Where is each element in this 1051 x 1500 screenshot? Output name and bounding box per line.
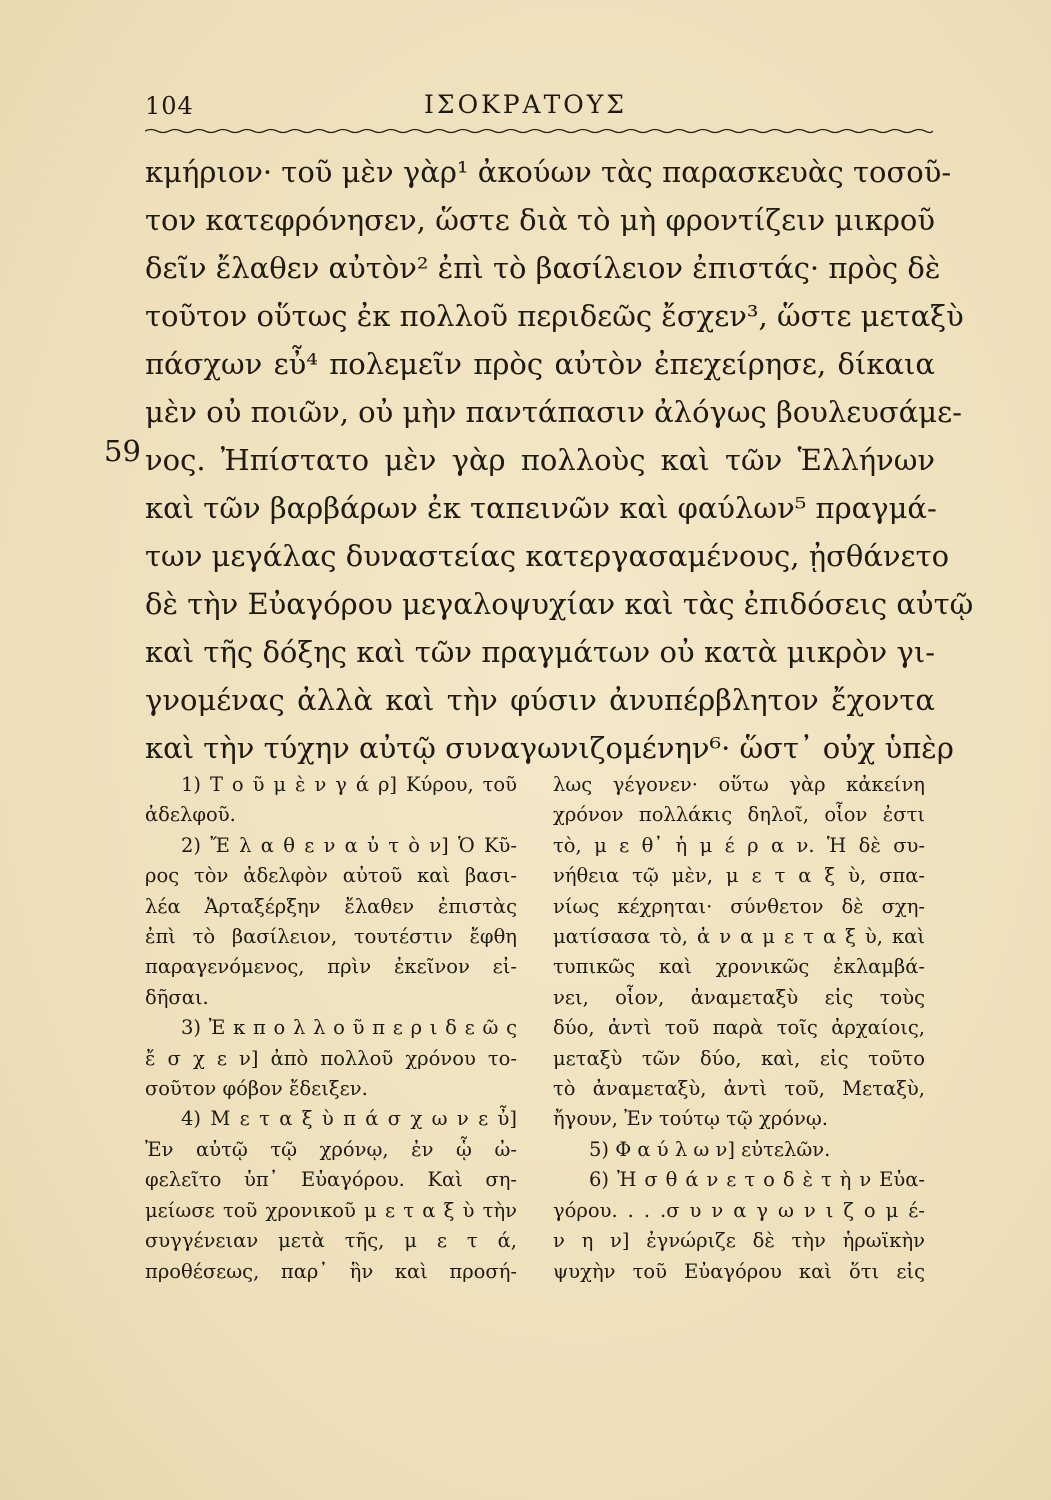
footnote-line: 4) Μ ε τ α ξ ὺ π ά σ χ ω ν ε ὖ] [181,1107,517,1131]
main-line: καὶ τῶν βαρβάρων ἐκ ταπεινῶν καὶ φαύλων⁵ πραγμά- [145,491,937,525]
header-wavy-rule [145,128,933,134]
footnote-line: λέα Ἀρταξέρξην ἔλαθεν ἐπιστὰς [145,894,517,918]
main-line: κμήριον· τοῦ μὲν γὰρ¹ ἀκούων τὰς παρασκευὰς τοσοῦ- [145,155,952,189]
footnote-line: ἔ σ χ ε ν] ἀπὸ πολλοῦ χρόνου το- [145,1046,517,1070]
main-line: μὲν οὐ ποιῶν, οὐ μὴν παντάπασιν ἀλόγως βουλευσάμε- [145,395,962,429]
footnotes-left-column [145,770,517,1287]
footnote-line: σοῦτον φόβον ἔδειξεν. [145,1077,368,1101]
main-line: τον κατεφρόνησεν, ὥστε διὰ τὸ μὴ φροντίζειν μικροῦ [145,203,935,237]
page-number: 104 [145,92,194,120]
footnote-line: δῆσαι. [145,985,209,1009]
footnote-line: ἤγουν, Ἐν τούτῳ τῷ χρόνῳ. [553,1107,828,1131]
main-line: καὶ τῆς δόξης καὶ τῶν πραγμάτων οὐ κατὰ μικρὸν γι- [145,635,935,669]
section-number: 59 [104,434,141,468]
footnote-line: 6) Ἠ σ θ ά ν ε τ ο δ ὲ τ ὴ ν Εὐα- [589,1168,925,1192]
footnote-line: προθέσεως, παρ᾽ ἣν καὶ προσή- [145,1259,517,1283]
footnote-line: νει, οἷον, ἀναμεταξὺ εἰς τοὺς [553,985,925,1009]
main-line: δεῖν ἔλαθεν αὐτὸν² ἐπὶ τὸ βασίλειον ἐπιστάς· πρὸς δὲ [145,251,941,285]
footnote-line: 1) Τ ο ῦ μ ὲ ν γ ά ρ] Κύρου, τοῦ [181,773,517,796]
footnote-line: ἀδελφοῦ. [145,803,236,827]
footnote-line: τὸ ἀναμεταξὺ, ἀντὶ τοῦ, Μεταξὺ, [553,1077,925,1101]
main-line: των μεγάλας δυναστείας κατεργασαμένους, ᾐσθάνετο [145,539,950,573]
footnote-line: δύο, ἀντὶ τοῦ παρὰ τοῖς ἀρχαίοις, [553,1016,925,1040]
footnote-line: νήθεια τῷ μὲν, μ ε τ α ξ ὺ, σπα- [553,864,925,888]
running-head: ΙΣΟΚΡΑΤΟΥΣ [424,90,627,119]
footnote-line: Ἐν αὐτῷ τῷ χρόνῳ, ἐν ᾧ ὠ- [145,1137,517,1161]
footnote-line: μείωσε τοῦ χρονικοῦ μ ε τ α ξ ὺ τὴν [145,1198,517,1222]
main-line: νος. Ἠπίστατο μὲν γὰρ πολλοὺς καὶ τῶν Ἑλλήνων [145,443,935,477]
footnote-line: χρόνον πολλάκις δηλοῖ, οἷον ἐστι [553,803,925,827]
footnote-line: τὸ, μ ε θ᾽ ἡ μ έ ρ α ν. Ἡ δὲ συ- [553,833,925,857]
footnote-line: ν η ν] ἐγνώριζε δὲ τὴν ἡρωϊκὴν [553,1229,925,1253]
footnote-line: 2) Ἔ λ α θ ε ν α ὐ τ ὸ ν] Ὁ Κῦ- [181,833,517,857]
footnote-line: συγγένειαν μετὰ τῆς, μ ε τ ά, [145,1229,517,1253]
footnote-line: 3) Ἐ κ π ο λ λ ο ῦ π ε ρ ι δ ε ῶ ς [181,1016,517,1040]
footnote-line: ματίσασα τὸ, ἀ ν α μ ε τ α ξ ὺ, καὶ [553,925,925,949]
main-line: πάσχων εὖ⁴ πολεμεῖν πρὸς αὐτὸν ἐπεχείρησε, δίκαια [145,347,935,381]
footnote-line: ἐπὶ τὸ βασίλειον, τουτέστιν ἔφθη [145,925,517,949]
footnote-line: γόρου. . . .σ υ ν α γ ω ν ι ζ ο μ έ- [553,1198,925,1222]
footnote-line: παραγενόμενος, πρὶν ἐκεῖνον εἰ- [145,955,517,979]
footnote-line: φελεῖτο ὑπ᾽ Εὐαγόρου. Καὶ ση- [145,1168,517,1192]
main-line: γνομένας ἀλλὰ καὶ τὴν φύσιν ἀνυπέρβλητον ἔχοντα [145,683,935,717]
footnote-line: ρος τὸν ἀδελφὸν αὐτοῦ καὶ βασι- [145,864,517,888]
footnote-line: λως γέγονεν· οὕτω γὰρ κἀκείνη [553,773,925,796]
footnote-line: μεταξὺ τῶν δύο, καὶ, εἰς τοῦτο [553,1046,925,1070]
footnote-line: 5) Φ α ύ λ ω ν] εὐτελῶν. [589,1137,831,1161]
footnote-line: νίως κέχρηται· σύνθετον δὲ σχη- [553,894,925,918]
main-line: καὶ τὴν τύχην αὐτῷ συναγωνιζομένην⁶· ὥστ᾽ οὐχ ὑπὲρ [145,731,954,765]
main-line: δὲ τὴν Εὐαγόρου μεγαλοψυχίαν καὶ τὰς ἐπιδόσεις αὐτῷ [145,587,974,621]
main-text [145,148,974,772]
footnote-line: τυπικῶς καὶ χρονικῶς ἐκλαμβά- [553,955,925,979]
footnotes-right-column [553,770,925,1287]
main-line: τοῦτον οὕτως ἐκ πολλοῦ περιδεῶς ἔσχεν³, ὥστε μεταξὺ [145,299,964,333]
footnote-line: ψυχὴν τοῦ Εὐαγόρου καὶ ὅτι εἰς [553,1259,925,1283]
